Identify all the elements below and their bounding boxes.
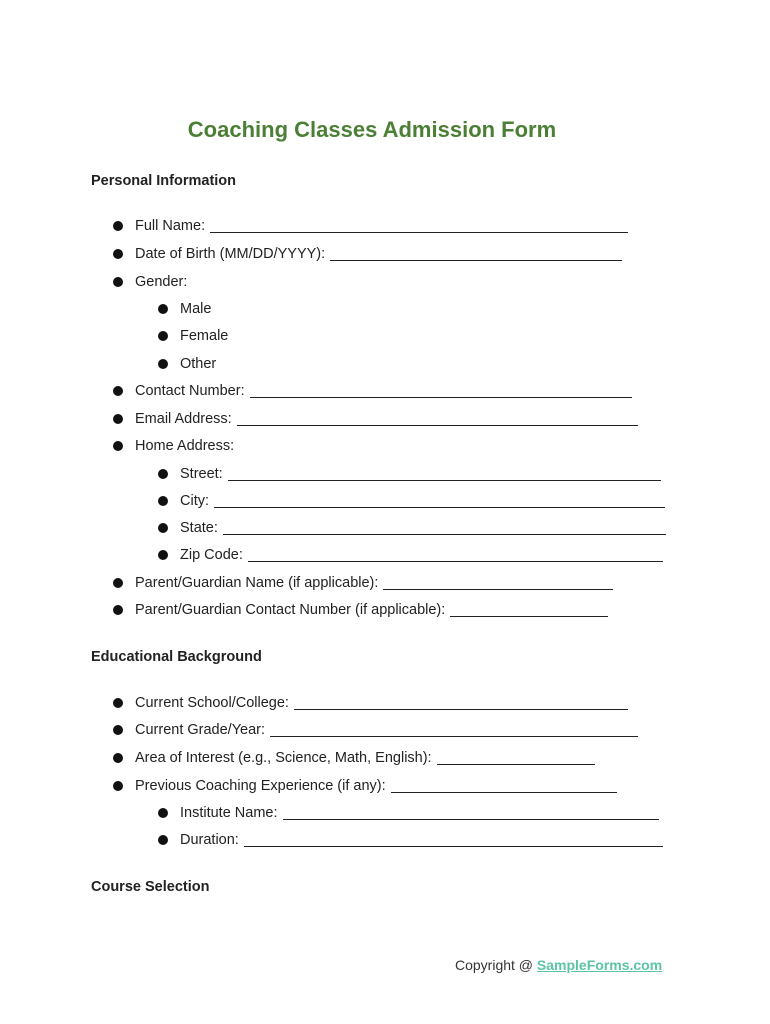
city-field[interactable] — [158, 491, 665, 511]
city-input-line[interactable] — [214, 506, 665, 508]
duration-label: Duration: — [180, 832, 239, 848]
bullet-icon — [113, 277, 123, 287]
contact-number-input-line[interactable] — [250, 396, 632, 398]
interest-label: Area of Interest (e.g., Science, Math, English): — [135, 750, 432, 766]
guardian-name-input-line[interactable] — [383, 588, 613, 590]
gender-option-label: Other — [180, 356, 217, 372]
bullet-icon — [113, 249, 123, 259]
guardian-contact-field[interactable] — [113, 600, 608, 620]
previous-coaching-input-line[interactable] — [391, 791, 617, 793]
gender-option-label: Male — [180, 301, 212, 317]
grade-label: Current Grade/Year: — [135, 722, 266, 738]
contact-number-label: Contact Number: — [135, 383, 245, 399]
guardian-contact-label: Parent/Guardian Contact Number (if applicable): — [135, 602, 446, 618]
full-name-input-line[interactable] — [210, 231, 628, 233]
guardian-contact-input-line[interactable] — [450, 615, 608, 617]
bullet-icon — [158, 550, 168, 560]
guardian-name-label: Parent/Guardian Name (if applicable): — [135, 575, 379, 591]
zip-code-label: Zip Code: — [180, 547, 243, 563]
bullet-icon — [113, 725, 123, 735]
dob-input-line[interactable] — [330, 259, 622, 261]
home-address-label: Home Address: — [135, 438, 235, 454]
street-label: Street: — [180, 466, 223, 482]
dob-label: Date of Birth (MM/DD/YYYY): — [135, 246, 326, 262]
state-field[interactable] — [158, 518, 666, 538]
copyright-text: Copyright @ — [455, 957, 537, 973]
dob-field[interactable] — [113, 244, 622, 264]
institute-name-input-line[interactable] — [283, 818, 659, 820]
school-input-line[interactable] — [294, 708, 628, 710]
gender-label: Gender: — [135, 274, 188, 290]
section-heading-personal: Personal Information — [91, 173, 237, 189]
brand-link[interactable]: SampleForms.com — [536, 957, 663, 973]
email-input-line[interactable] — [237, 424, 638, 426]
street-input-line[interactable] — [228, 479, 661, 481]
bullet-icon — [113, 578, 123, 588]
full-name-field[interactable] — [113, 216, 628, 236]
bullet-icon — [158, 359, 168, 369]
gender-option-label: Female — [180, 328, 229, 344]
form-title: Coaching Classes Admission Form — [187, 117, 557, 142]
bullet-icon — [113, 781, 123, 791]
bullet-icon — [158, 331, 168, 341]
bullet-icon — [113, 441, 123, 451]
bullet-icon — [113, 753, 123, 763]
gender-field — [113, 272, 187, 292]
duration-field[interactable] — [158, 830, 663, 850]
section-heading-course: Course Selection — [91, 879, 210, 895]
gender-option-other[interactable] — [158, 354, 216, 374]
grade-field[interactable] — [113, 720, 638, 740]
duration-input-line[interactable] — [244, 845, 663, 847]
bullet-icon — [113, 605, 123, 615]
school-label: Current School/College: — [135, 695, 289, 711]
previous-coaching-field[interactable] — [113, 776, 617, 796]
state-label: State: — [180, 520, 218, 536]
bullet-icon — [158, 808, 168, 818]
zip-code-field[interactable] — [158, 545, 663, 565]
email-field[interactable] — [113, 409, 638, 429]
interest-input-line[interactable] — [437, 763, 595, 765]
bullet-icon — [113, 698, 123, 708]
bullet-icon — [158, 304, 168, 314]
institute-name-label: Institute Name: — [180, 805, 278, 821]
gender-option-female[interactable] — [158, 326, 228, 346]
bullet-icon — [158, 496, 168, 506]
contact-number-field[interactable] — [113, 381, 632, 401]
grade-input-line[interactable] — [270, 735, 638, 737]
institute-name-field[interactable] — [158, 803, 659, 823]
bullet-icon — [113, 221, 123, 231]
previous-coaching-label: Previous Coaching Experience (if any): — [135, 778, 386, 794]
guardian-name-field[interactable] — [113, 573, 613, 593]
section-heading-education: Educational Background — [91, 649, 262, 665]
school-field[interactable] — [113, 693, 628, 713]
street-field[interactable] — [158, 464, 661, 484]
gender-option-male[interactable] — [158, 299, 211, 319]
bullet-icon — [113, 414, 123, 424]
footer-copyright — [455, 957, 662, 973]
bullet-icon — [113, 386, 123, 396]
bullet-icon — [158, 523, 168, 533]
city-label: City: — [180, 493, 209, 509]
state-input-line[interactable] — [223, 533, 666, 535]
full-name-label: Full Name: — [135, 218, 206, 234]
email-label: Email Address: — [135, 411, 232, 427]
home-address-field — [113, 436, 234, 456]
bullet-icon — [158, 835, 168, 845]
bullet-icon — [158, 469, 168, 479]
zip-code-input-line[interactable] — [248, 560, 663, 562]
interest-field[interactable] — [113, 748, 595, 768]
